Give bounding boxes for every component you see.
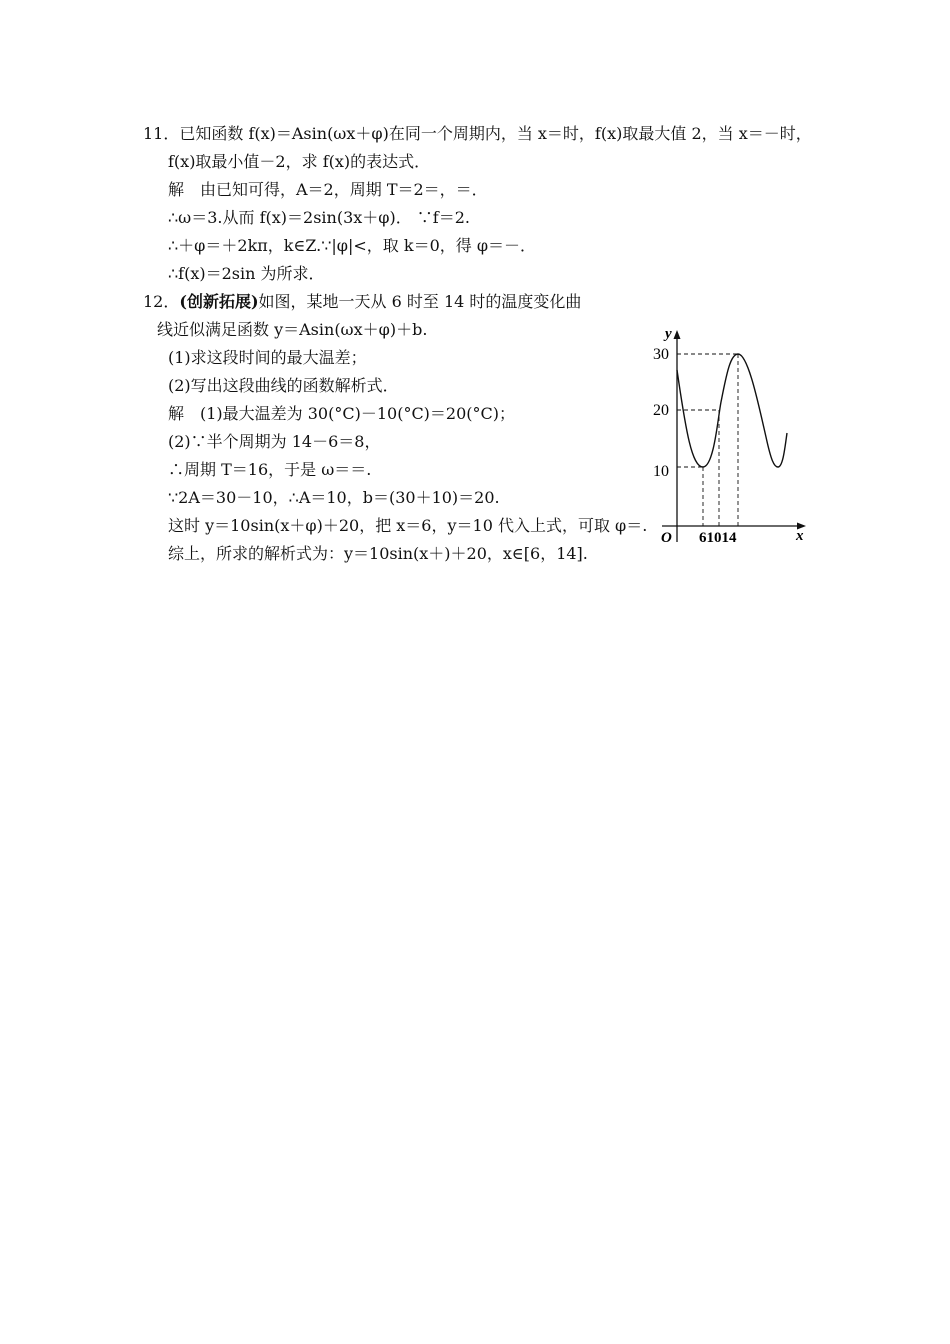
y-tick-10: 10 bbox=[653, 463, 669, 480]
problem-12-tag: (创新拓展) bbox=[179, 292, 259, 311]
problem-12-solution-line-6: 综上，所求的解析式为：y＝10sin(x＋)＋20，x∈[6，14]. bbox=[168, 544, 588, 563]
x-tick-labels: 61014 bbox=[699, 530, 737, 546]
temperature-graph bbox=[648, 322, 813, 547]
problem-11-solution-line-3: ∴＋φ＝＋2kπ，k∈Z.∵|φ|<，取 k＝0，得 φ＝－． bbox=[168, 236, 537, 255]
x-axis-label: x bbox=[796, 528, 804, 544]
problem-12-solution-line-5: 这时 y＝10sin(x＋φ)＋20，把 x＝6，y＝10 代入上式，可取 φ＝. bbox=[168, 516, 648, 535]
y-tick-30: 30 bbox=[653, 346, 669, 363]
problem-12-solution-line-1: 解 (1)最大温差为 30(°C)－10(°C)＝20(°C)； bbox=[168, 404, 516, 423]
problem-12-solution-line-3: ∴周期 T＝16，于是 ω＝＝. bbox=[168, 460, 372, 479]
origin-label: O bbox=[661, 530, 672, 546]
problem-11-line-2: f(x)取最小值－2，求 f(x)的表达式． bbox=[168, 152, 431, 171]
problem-12-number: 12． bbox=[143, 292, 180, 311]
problem-12-solution-line-2: (2)∵半个周期为 14－6＝8， bbox=[168, 432, 381, 451]
problem-12-line-1 bbox=[143, 292, 581, 312]
y-axis-label: y bbox=[665, 326, 672, 342]
problem-12-question-1: (1)求这段时间的最大温差； bbox=[168, 348, 367, 367]
problem-12-line-2: 线近似满足函数 y＝Asin(ωx＋φ)＋b. bbox=[157, 320, 428, 339]
problem-11-line-1: 11．已知函数 f(x)＝Asin(ωx＋φ)在同一个周期内，当 x＝时，f(x)取最大值 2，当 x＝－时， bbox=[143, 124, 812, 143]
temperature-curve bbox=[677, 354, 787, 467]
problem-11-solution-line-1: 解 由已知可得，A＝2，周期 T＝2＝，＝． bbox=[168, 180, 488, 199]
problem-12-line-1-text: 如图，某地一天从 6 时至 14 时的温度变化曲 bbox=[258, 292, 582, 311]
y-axis-arrow bbox=[674, 330, 681, 339]
y-tick-20: 20 bbox=[653, 402, 669, 419]
problem-11-solution-line-4: ∴f(x)＝2sin 为所求． bbox=[168, 264, 325, 283]
problem-12-solution-line-4: ∵2A＝30－10，∴A＝10，b＝(30＋10)＝20. bbox=[168, 488, 500, 507]
problem-12-question-2: (2)写出这段曲线的函数解析式． bbox=[168, 376, 399, 395]
problem-11-solution-line-2: ∴ω＝3.从而 f(x)＝2sin(3x＋φ)． ∵f＝2. bbox=[168, 208, 470, 227]
